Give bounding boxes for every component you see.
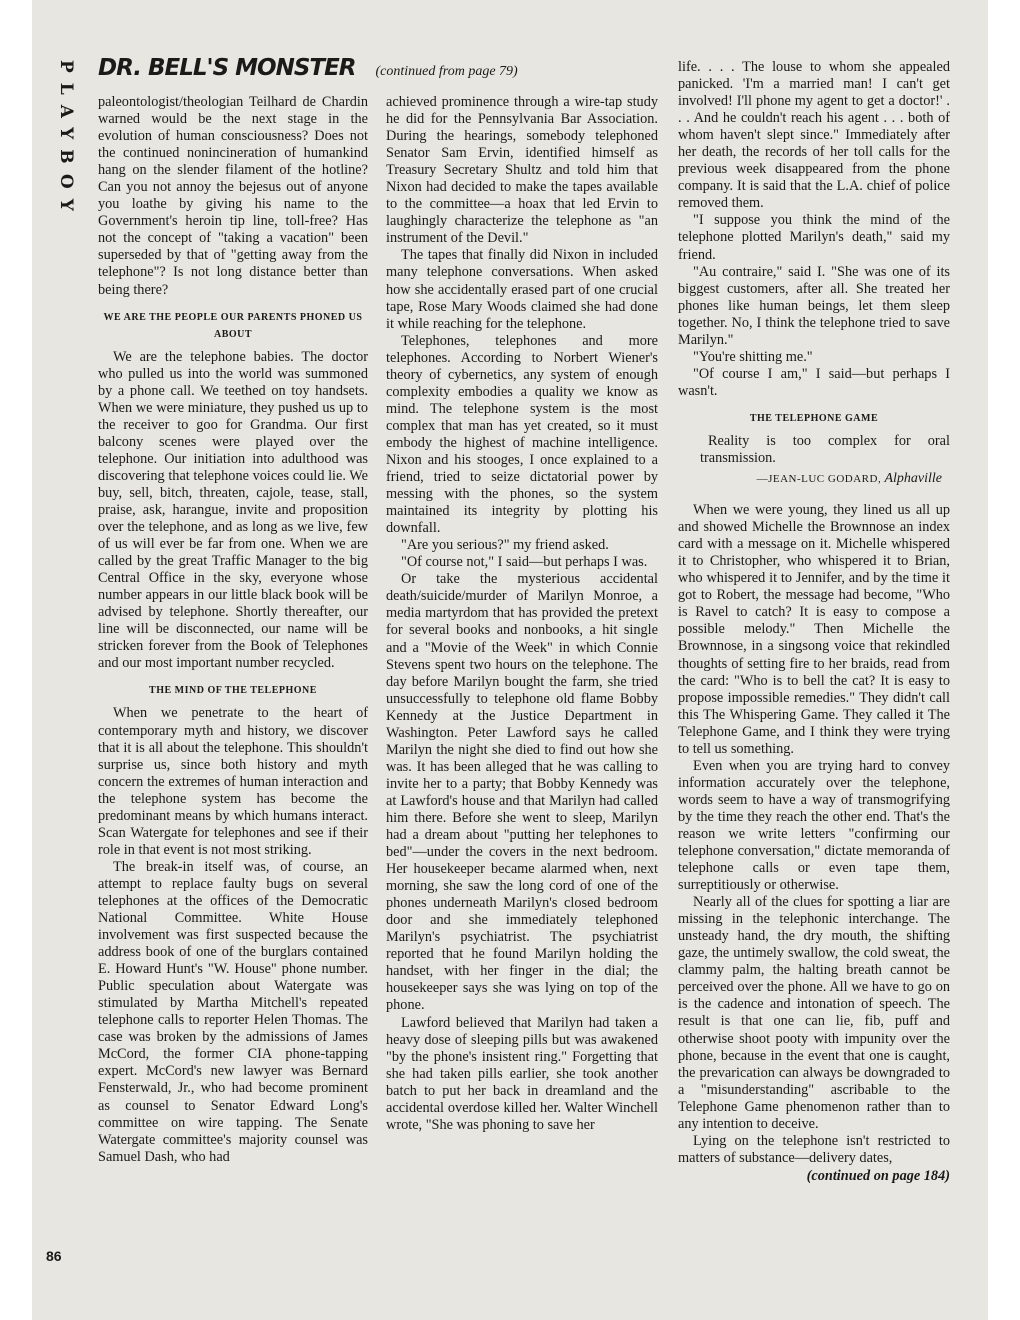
paragraph: Even when you are trying hard to convey information accurately over the telephone, words seem to have a way of transmogrifying by the time they reach the other end. That's the reason we write letters "confirming our telephone conversation," dictate memoranda of telephone calls or even tape them, surreptitiously or otherwise. — [678, 757, 950, 894]
text-column-2 — [386, 94, 658, 1134]
article-header — [98, 55, 638, 89]
paragraph: "Of course I am," I said—but perhaps I wasn't. — [678, 365, 950, 399]
epigraph-text: Reality is too complex for oral transmission. — [700, 432, 950, 466]
paragraph: The break-in itself was, of course, an attempt to replace faulty bugs on several telephones at the offices of the Democratic National Committee. White House involvement was first suspected because the address book of one of the burglars contained E. Howard Hunt's "W. House" phone number. Public speculation about Watergate was stimulated by Martha Mitchell's repeated telephone calls to reporter Helen Thomas. The case was broken by the admissions of James McCord, the former CIA phone-tapping expert. McCord's new lawyer was Bernard Fensterwald, Jr., who had become prominent as counsel to Senator Edward Long's committee on wire tapping. The Senate Watergate committee's majority counsel was Samuel Dash, who had — [98, 858, 368, 1165]
paragraph: "Are you serious?" my friend asked. — [401, 537, 609, 554]
paragraph: "I suppose you think the mind of the telephone plotted Marilyn's death," said my friend. — [678, 212, 950, 263]
magazine-page — [32, 0, 988, 1320]
paragraph: When we penetrate to the heart of contemporary myth and history, we discover that it is all about the telephone. This shouldn't surprise us, since both history and myth concern the extremes of human interaction and the telephone system has become the predominant means by which humans interact. Scan Watergate for telephones and see if their role in that event is not most striking. — [98, 705, 368, 858]
paragraph: life. . . . The louse to whom she appealed panicked. 'I'm a married man! I can't get involved! I'll phone my agent to get a doctor!' . . . And he couldn't reach his agent . . . both of whom haven't slept since." Immediately after her death, the records of her toll calls for the previous week disappeared from the phone company. It is said that the L.A. chief of police removed them. — [678, 59, 950, 212]
epigraph-author: —JEAN-LUC GODARD, — [756, 473, 882, 486]
text-column-3 — [678, 59, 950, 1185]
paragraph: paleontologist/theologian Teilhard de Chardin warned would be the next stage in the evolution of human consciousness? Does not the continued nonincineration of humankind hang on the slender filament of the hotline? Can you not annoy the bejesus out of anyone you loathe by giving his name to the Government's heroin tip line, toll-free? Has not the concept of "taking a vacation" been superseded by that of "getting away from the telephone"? Is not long distance better than being there? — [98, 94, 368, 298]
section-subhead: THE MIND OF THE TELEPHONE — [149, 685, 317, 697]
continued-from-note: (continued from page 79) — [375, 64, 518, 79]
epigraph-attribution — [678, 469, 942, 488]
paragraph: "Au contraire," said I. "She was one of its biggest customers, after all. She treated her phones like human beings, let them sleep together. No, I think the telephone tried to save Marilyn." — [678, 263, 950, 348]
epigraph-work: Alphaville — [884, 471, 942, 487]
paragraph: "You're shitting me." — [693, 348, 813, 365]
paragraph: We are the telephone babies. The doctor who pulled us into the world was summoned by a phone call. We teethed on toy handsets. When we were miniature, they pushed us up to the receiver to goo for Grandma. Our first balcony scenes were played over the telephone. Our initiation into adulthood was discovering that telephone voices could lie. We buy, sell, bitch, threaten, cajole, tease, stall, praise, ask, harangue, invite and proposition over the telephone, and as long as we live, few of us will ever be far from one. When we are called by the great Traffic Manager to the big Central Office in the sky, everyone whose number appears in our little black book will be advised by telephone. Shortly thereafter, our line will be disconnected, our name will be stricken forever from the Book of Telephones and our most important number recycled. — [98, 348, 368, 672]
paragraph: achieved prominence through a wire-tap study he did for the Pennsylvania Bar Association. During the hearings, somebody telephoned Senator Sam Ervin, identified himself as Treasury Secretary Shultz and told him that Nixon had decided to make the tapes available to the committee—a hoax that led Ervin to laughingly characterize the telephone as "an instrument of the Devil." — [386, 94, 658, 247]
text-column-1 — [98, 94, 368, 1166]
section-subhead: WE ARE THE PEOPLE OUR PARENTS PHONED US ABOUT — [103, 311, 363, 340]
magazine-logo-vertical — [50, 60, 80, 221]
paragraph: Lawford believed that Marilyn had taken a heavy dose of sleeping pills but was awakened "by the phone's insistent ring." Forgetting that she had taken pills earlier, she took another batch to put her back in dreamland and the accidental overdose killed her. Walter Winchell wrote, "She was phoning to save her — [386, 1014, 658, 1133]
continued-on-note: (continued on page 184) — [806, 1167, 950, 1184]
epigraph-quote — [678, 433, 950, 467]
paragraph: When we were young, they lined us all up and showed Michelle the Brownnose an index card with a message on it. Michelle whispered it to Christopher, who whispered it to Brian, who whispered it to Jennifer, and by the time it got to Robert, the message had become, "Who is Ravel to catch? It is easy to compose a possible melody." Then Michelle the Brownnose, in a singsong voice that rekindled thoughts of setting fire to her braids, read from the card: "Who is to bell the cat? It is easy to propose impossible remedies." They didn't call this The Whispering Game. They called it The Telephone Game, and I think they were trying to tell us something. — [678, 502, 950, 757]
paragraph: The tapes that finally did Nixon in included many telephone conversations. When asked how she accidentally erased part of one crucial tape, Rose Mary Woods claimed she had done it while reaching for the telephone. — [386, 247, 658, 332]
paragraph: Telephones, telephones and more telephones. According to Norbert Wiener's theory of cybernetics, any system of enough complexity embodies a quality we know as mind. The telephone system is the most complex that man has yet created, so it must embody the highest of machine intelligence. Nixon and his stooges, I once explained to a friend, tried to seize dictatorial power by messing with the phones, so the system maintained its integrity by plotting his downfall. — [386, 332, 658, 537]
section-subhead: THE TELEPHONE GAME — [749, 412, 879, 424]
article-title: DR. BELL'S MONSTER — [98, 55, 356, 81]
magazine-logo-text: PLAYBOY — [56, 60, 76, 221]
page-number: 86 — [46, 1248, 62, 1264]
paragraph: Nearly all of the clues for spotting a liar are missing in the telephonic interchange. The unsteady hand, the dry mouth, the shifting gaze, the untimely swallow, the cold sweat, the clammy palm, the halting breath cannot be perceived over the phone. All we have to go on is the cadence and intonation of speech. The result is that one can lie, fib, puff and otherwise shoot pooty with impunity over the phone, because in the event that one is caught, the prevarication can always be downgraded to a "misunderstanding" ascribable to the Telephone Game phenomenon rather than to any intention to deceive. — [678, 894, 950, 1132]
paragraph: Or take the mysterious accidental death/suicide/murder of Marilyn Monroe, a media martyrdom that has provided the pretext for several books and nonbooks, a hit single and a "Movie of the Week" in which Connie Stevens spent two hours on the telephone. The day before Marilyn bought the farm, she tried unsuccessfully to telephone old flame Bobby Kennedy at the Justice Department in Washington. Peter Lawford says he called Marilyn the night she died to find out how she was. It has been alleged that he was calling to invite her to a party; that Bobby Kennedy was at Lawford's house and that Marilyn had called him there. Before she went to sleep, Marilyn had a dream about "putting her telephones to bed"—under the covers in the next bedroom. Her housekeeper became alarmed when, next morning, she saw the long cord of one of the phones underneath Marilyn's closed bedroom door and she immediately telephoned Marilyn's psychiatrist. The psychiatrist reported that he found Marilyn holding the handset, with her finger in the dial; the housekeeper says she was lying on top of the phone. — [386, 571, 658, 1014]
paragraph: Lying on the telephone isn't restricted to matters of substance—delivery dates, — [678, 1132, 950, 1166]
paragraph: "Of course not," I said—but perhaps I was. — [401, 554, 648, 571]
